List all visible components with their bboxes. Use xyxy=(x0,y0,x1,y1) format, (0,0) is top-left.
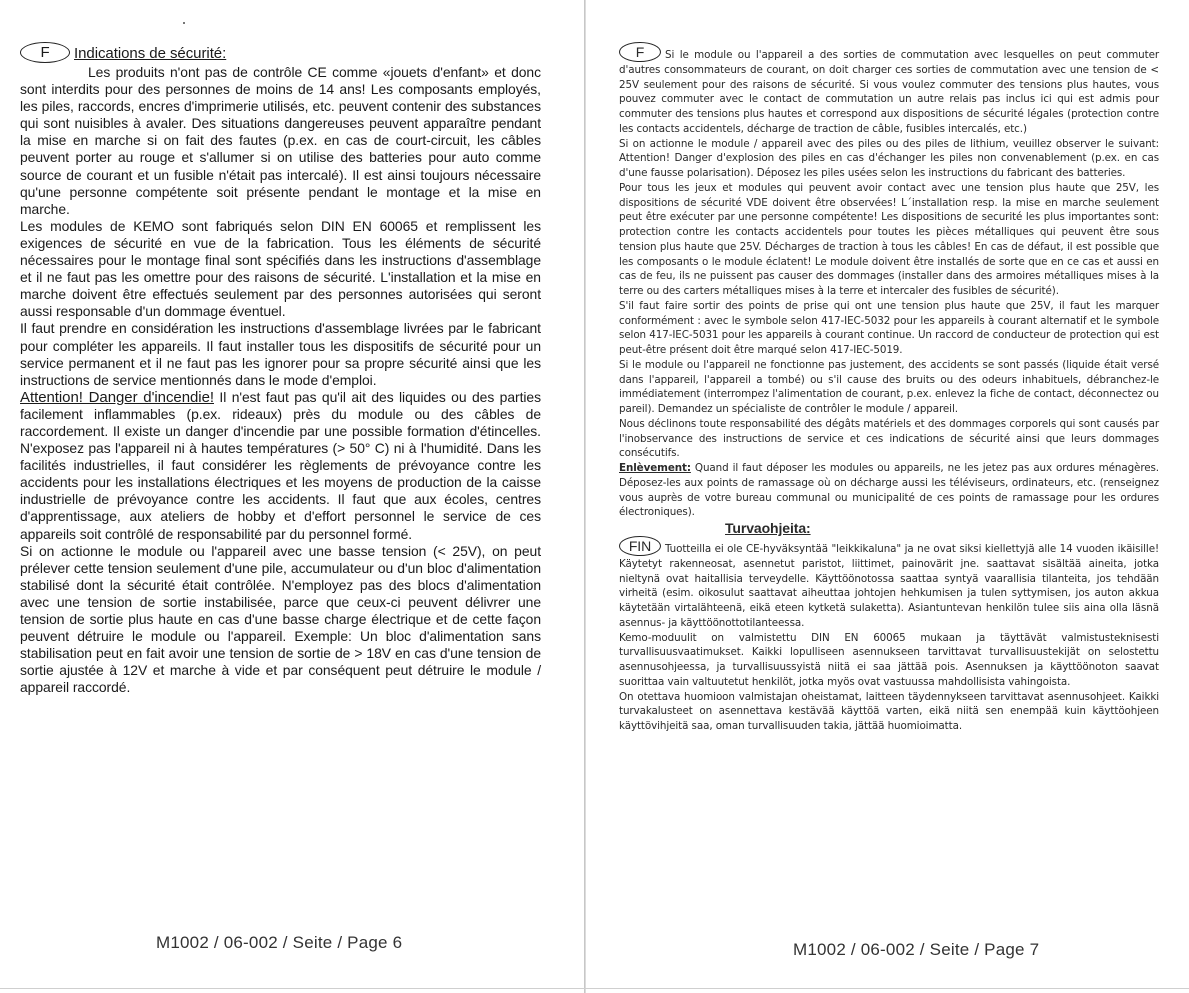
paragraph-switching-outputs xyxy=(619,42,1159,137)
paragraph-low-voltage: Si on actionne le module ou l'appareil avec une basse tension (< 25V), on peut prélever cette tension seulement d'une pile, accumulateur ou d'un bloc d'alimentation stabilisé dont la sécurité était contrôlée. N'employez pas des blocs d'alimentation avec une tension de sortie instabilisée, parce que ceux-ci peuvent délivrer une tension de sortie plus haute en cas d'une basse charge électrique et de cette façon peuvent détruire le module ou l'appareil. Exemple: Un bloc d'alimentation sans stabilisation peut en fait avoir une tension de sortie de > 18V en cas d'une tension de sortie ajustée à 12V et marche à vide et par conséquent peut détruire le module / appareil raccordé. xyxy=(20,542,541,696)
french-safety-section-left xyxy=(20,42,541,696)
finnish-heading: Turvaohjeita: xyxy=(725,520,811,536)
disposal-label: Enlèvement: xyxy=(619,462,691,474)
fire-danger-heading: Attention! Danger d'incendie! xyxy=(20,388,214,406)
paragraph-assembly-instructions: Il faut prendre en considération les instructions d'assemblage livrées par le fabricant pour compléter les appareils. Il faut installer tous les dispositifs de sécurité pour un service permanent et il ne faut pas les ignorer pour sa propre sécurité ainsi que les instructions de service mentionnés dans le mode d'emploi. xyxy=(20,320,541,388)
paragraph-fire-danger xyxy=(20,389,541,543)
section-heading-row xyxy=(20,42,541,64)
paragraph-fin-assembly: On otettava huomioon valmistajan oheistamat, laitteen täydennykseen tarvittavat asennusohjeet. Kaikki turvakalusteet on asennettava kestävää käyttöä varten, eikä niitä sen enempää kuin käyttöohjeen käyttövihjeitä saa, oman turvallisuuden takia, jättää huomioimatta. xyxy=(619,690,1159,732)
page-6 xyxy=(0,0,585,993)
paragraph-kemo-modules: Les modules de KEMO sont fabriqués selon DIN EN 60065 et remplissent les exigences de sécurité en vue de la fabrication. Tous les éléments de sécurité nécessaires pour le montage final sont spécifiés dans les instructions d'assemblage et il ne faut pas les omettre pour des raisons de sécurité. L'installation et la mise en marche doivent être effectués seulement par des personnes autorisées qui seront aussi responsable d'un dommage éventuel. xyxy=(20,217,541,320)
paragraph-iec-symbols: S'il faut faire sortir des points de prise qui ont une tension plus haute que 25V, il faut les marquer conformément : avec le symbole selon 417-IEC-5032 pour les appareils à courant alternatif et le symbole selon 417-IEC-5031 pour les appareils à courant continue. Un raccord de conducteur de protection qui est peut-être présent doit être marqué selon 417-IEC-5019. xyxy=(619,299,1159,356)
paragraph-vde-rules: Pour tous les jeux et modules qui peuvent avoir contact avec une tension plus haute que 25V, les dispositions de sécurité VDE doivent être observées! L´installation resp. la mise en marche seulement peut être exécuter par une personne compétente! Les dispositions de securité les plus importantes sont: protection contre les contacts accidentels pour toutes les pièces métalliques qui peuvent être sous tension plus haute que 25V. Décharges de traction à tous les câbles! En cas de défaut, il est possible que les composants o le module éclatent! Le module doivent être installés de sorte que en ce cas et aussi en cas de feu, ils ne puissent pas causer des dommages (installer dans des armoires métalliques mises à la terre ou des carters métalliques mises à la terre et intercaler des fusibles de sécurité). xyxy=(619,181,1159,297)
language-badge-f-right: F xyxy=(619,42,661,62)
page-7 xyxy=(589,0,1189,993)
french-safety-section-right xyxy=(619,42,1159,520)
language-badge-fin: FIN xyxy=(619,536,661,556)
page-footer-left: M1002 / 06-002 / Seite / Page 6 xyxy=(156,933,403,952)
switching-outputs-text: Si le module ou l'appareil a des sorties de commutation avec lesquelles on peut commuter d'autres consommateurs de courant, on doit charger ces sorties de commutation avec une tension de < 25V seulement pour des raisons de sécurité. Si vous voulez commuter des tensions plus hautes, vous pouvez commuter avec le contact de commutation un autre relais pas inclus ici qui est admis pour commuter des tensions plus hautes et correspond aux dispositions de sécurité légales (protection contre les contacts accidentels, décharge de traction de câble, fusibles intercalés, etc.) xyxy=(619,49,1159,135)
paragraph-liability: Nous déclinons toute responsabilité des dégâts matériels et des dommages corporels qui sont causés par l'inobservance des instructions de service et ces indications de sécurité ainsi que leurs dommages consécutifs. xyxy=(619,417,1159,460)
disposal-text: Quand il faut déposer les modules ou appareils, ne les jetez pas aux ordures ménagères. Déposez-les aux points de ramassage où on décharge aussi les téléviseurs, ordinateurs, etc. (renseignez vous auprès de votre bureau communal ou municipalité de ces points de ramassage pour les ordures électroniques). xyxy=(619,462,1159,519)
paragraph-disposal xyxy=(619,461,1159,520)
page-footer-right: M1002 / 06-002 / Seite / Page 7 xyxy=(793,940,1040,959)
section-heading: Indications de sécurité: xyxy=(74,45,227,62)
paragraph-fin-ce-warning xyxy=(619,536,1159,631)
language-badge-f: F xyxy=(20,42,70,63)
finnish-safety-section xyxy=(619,520,1159,734)
fire-danger-text: Il n'est faut pas qu'il ait des liquides ou des parties facilement inflammables (p.ex. rideaux) près du module ou des câbles de raccordement. Il existe un danger d'incendie par une possible formation d'étincelles. N'exposez pas l'appareil ni à hautes températures (> 50° C) ni à l'humidité. Dans les facilités industrielles, il faut considérer les règlements de prévoyance contre les accidents pour les installations électriques et les moyens de production de la caisse industrielle de prévoyance contre les accidents. Il faut que aux écoles, centres d'apprentissage, aux ateliers de hobby et d'effort personnel le service de ces appareils soit contrôlé de responsabilité par du personnel formé. xyxy=(20,388,541,542)
fin-ce-warning-text: Tuotteilla ei ole CE-hyväksyntää "leikkikaluna" ja ne ovat siksi kiellettyjä alle 14 vuoden ikäisille! Käytetyt rakenneosat, asennetut paristot, liittimet, painovärit jne. saattavat sisältää aineita, jotka nieltynä ovat haitallisia terveydelle. Käyttöönotossa saattaa syntyä vaarallisia tilanteita, jos tehdään virheitä (esim. oikosulut saattavat aiheuttaa johtojen hehkumisen ja tulen syttymisen, jos auton akkua käytetään virtalähteenä, eikä eteen kytketä sulaketta). Asiantuntevan henkilön tulee siis aina olla läsnä asennus- ja käyttöönottotilanteessa. xyxy=(619,543,1159,629)
paragraph-malfunction: Si le module ou l'appareil ne fonctionne pas justement, des accidents se sont passés (liquide était versé dans l'appareil, l'appareil a tombé) ou s'il cause des bruits ou des odeurs inhabituels, débranchez-le immédiatement (interrompez l'alimentation de courant, p.ex. enlevez la fiche de contact, déconnectez ou pareil). Demandez un spécialiste de contrôler le module / appareil. xyxy=(619,358,1159,415)
paragraph-ce-warning: Les produits n'ont pas de contrôle CE comme «jouets d'enfant» et donc sont interdits pour des personnes de moins de 14 ans! Les composants employés, les piles, raccords, encres d'imprimerie utilisés, etc. peuvent contenir des substances qui sont nuisibles à avaler. Des situations dangereuses peuvent apparaître pendant la mise en marche si on fait des fautes (p.ex. en cas de court-circuit, les câbles peuvent porter au rouge et s'allumer si on utilise des batteries pour auto comme source de courant et un fusible n'était pas intercalé). Il est ainsi toujours nécessaire qu'une personne compétente soit présente pendant le montage et la mise en marche. xyxy=(20,64,541,217)
paragraph-fin-kemo-modules: Kemo-moduulit on valmistettu DIN EN 60065 mukaan ja täyttävät valmistusteknisesti turvallisuusvaatimukset. Kaikki lopulliseen asennukseen tarvittavat turvallisuustekijät on selostettu asennusohjeessa, ja turvallisuussyistä niitä ei saa jättää pois. Asennuksen ja käyttöönoton saavat suorittaa vain valtuutetut henkilöt, jotka myös ovat vastuussa mahdollisista vahingoista. xyxy=(619,631,1159,688)
paragraph-batteries: Si on actionne le module / appareil avec des piles ou des piles de lithium, veuillez observer le suivant: Attention! Danger d'explosion des piles en cas d'échanger les piles non convenablement (p.ex. en cas d'une fausse polarisation). Déposez les piles usées selon les instructions du fabricant des batteries. xyxy=(619,137,1159,179)
